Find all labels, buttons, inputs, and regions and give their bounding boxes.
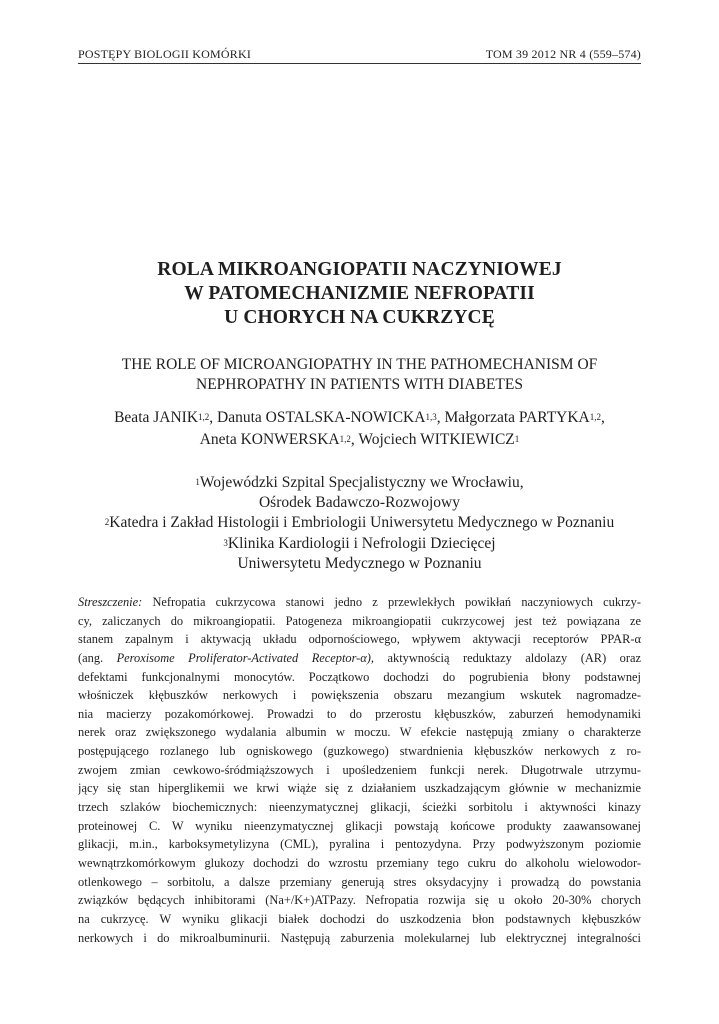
author-affiliation-mark: 1,2 <box>339 434 351 444</box>
affiliation-text: Katedra i Zakład Histologii i Embriologii Uniwersytetu Medycznego w Poznaniu <box>109 514 615 532</box>
abstract-line: proteinowej C. W wyniku nieenzymatycznej glikacji powstają końcowe produkty zaawansowanej <box>78 818 641 833</box>
title-line: ROLA MIKROANGIOPATII NACZYNIOWEJ <box>157 259 562 280</box>
affiliation-line: Ośrodek Badawczo-Rozwojowy <box>258 494 460 512</box>
author-name: Aneta KONWERSKA <box>199 431 340 448</box>
abstract-line <box>78 649 641 668</box>
abstract-line: postępującego rozlanego lub ogniskowego (guzkowego) stwardnienia kłębuszków nerkowych z ro- <box>78 744 641 759</box>
abstract-line: związków będących inhibitorami (Na+/K+)ATPazy. Nefropatia rozwija się u około 20-30% chorych <box>78 893 641 908</box>
abstract-line: włośniczek kłębuszków nerkowych i powiększenia obszaru mezangium wskutek nagromadze- <box>78 688 641 703</box>
author-affiliation-mark: 1,3 <box>425 412 437 422</box>
author-separator: , <box>601 409 605 426</box>
affiliation-text: Klinika Kardiologii i Nefrologii Dziecięcej <box>227 534 496 552</box>
author-line <box>70 407 649 429</box>
article-title-polish <box>78 258 641 330</box>
author-name: , Małgorzata PARTYKA <box>436 409 590 426</box>
abstract-text: Nefropatia cukrzycowa stanowi jedno z przewlekłych powikłań naczyniowych cukrzy- <box>142 595 641 609</box>
abstract-italic-term: Peroxisome Proliferator-Activated Receptor-α), <box>116 650 375 665</box>
affiliation-mark: 1 <box>195 477 200 487</box>
journal-name: POSTĘPY BIOLOGII KOMÓRKI <box>78 47 252 61</box>
abstract-line: zwojem zmian cewkowo-śródmiąższowych i upośledzeniem funkcji nerek. Długotrwale utrzymu- <box>78 762 641 777</box>
running-header <box>78 47 641 64</box>
title-line: U CHORYCH NA CUKRZYCĘ <box>224 307 495 328</box>
author-name: , Danuta OSTALSKA-NOWICKA <box>209 409 426 426</box>
abstract-line: otlenkowego – sorbitolu, a dalsze przemiany generują stres oksydacyjny i prowadzą do powstania <box>78 874 641 889</box>
affiliation-line <box>60 473 659 493</box>
author-list <box>70 407 649 451</box>
volume-info: TOM 39 2012 NR 4 (559–574) <box>485 47 641 61</box>
abstract-line: nerkowych i do mikroalbuminurii. Następują zaburzenia molekularnej lub elektrycznej integralności <box>78 930 641 945</box>
abstract-line: cy, zaliczanych do mikroangiopatii. Patogeneza mikroangiopatii cukrzycowej jest też powiązana ze <box>78 613 641 628</box>
abstract-line: wewnątrzkomórkowym glukozy dochodzi do wzrostu przemiany tego cukru do alkoholu wielowodor- <box>78 855 641 870</box>
author-name: , Wojciech WITKIEWICZ <box>350 431 515 448</box>
abstract-line: nia macierzy pozakomórkowej. Prowadzi to do przerostu kłębuszków, zaburzeń hemodynamiki <box>78 706 641 721</box>
author-name: Beata JANIK <box>114 409 199 426</box>
article-title-english <box>70 355 649 395</box>
affiliation-line <box>60 534 659 554</box>
affiliation-line <box>60 513 659 533</box>
author-affiliation-mark: 1 <box>514 434 520 444</box>
abstract-line: stanem zapalnym i aktywacją układu odpornościowego, wpływem aktywacji receptorów PPAR-α <box>78 632 641 647</box>
title-line: NEPHROPATHY IN PATIENTS WITH DIABETES <box>196 376 523 393</box>
author-line <box>70 429 649 451</box>
abstract-line: jący się stan hiperglikemii we krwi wiąże się z działaniem uszkadzającym głównie w mechanizmie <box>78 781 641 796</box>
affiliation-text: Wojewódzki Szpital Specjalistyczny we Wrocławiu, <box>199 474 524 491</box>
author-affiliation-mark: 1,2 <box>198 412 210 422</box>
abstract-line: glikacji, m.in., karboksymetylizyna (CML), pyralina i pentozydyna. Przy podwyższonym poziomie <box>78 837 641 852</box>
abstract-label: Streszczenie: <box>78 595 143 609</box>
abstract-line: trzech szlaków biochemicznych: nieenzymatycznej glikacji, ścieżki sorbitolu i aktywności kinazy <box>78 800 641 815</box>
abstract <box>78 593 641 947</box>
author-affiliation-mark: 1,2 <box>589 412 602 422</box>
affiliation-mark: 3 <box>223 537 228 548</box>
affiliation-line: Uniwersytetu Medycznego w Poznaniu <box>237 554 482 572</box>
affiliations <box>60 473 659 574</box>
abstract-text: (ang. <box>78 650 117 665</box>
affiliation-mark: 2 <box>104 517 110 528</box>
abstract-text: aktywnością reduktazy aldolazy (AR) oraz <box>374 650 641 665</box>
abstract-line: defektami funkcjonalnymi monocytów. Początkowo dochodzi do pogrubienia błony podstawnej <box>78 669 641 684</box>
abstract-line <box>78 593 641 612</box>
title-line: W PATOMECHANIZMIE NEFROPATII <box>184 283 535 304</box>
abstract-line: nerek oraz zwiększonego wydalania albumin w moczu. W efekcie następują zmiany o charakterze <box>78 725 641 740</box>
abstract-line: na cukrzycę. W wyniku glikacji białek dochodzi do uszkodzenia błon podstawnych kłębuszków <box>78 911 641 926</box>
title-line: THE ROLE OF MICROANGIOPATHY IN THE PATHOMECHANISM OF <box>121 356 598 373</box>
